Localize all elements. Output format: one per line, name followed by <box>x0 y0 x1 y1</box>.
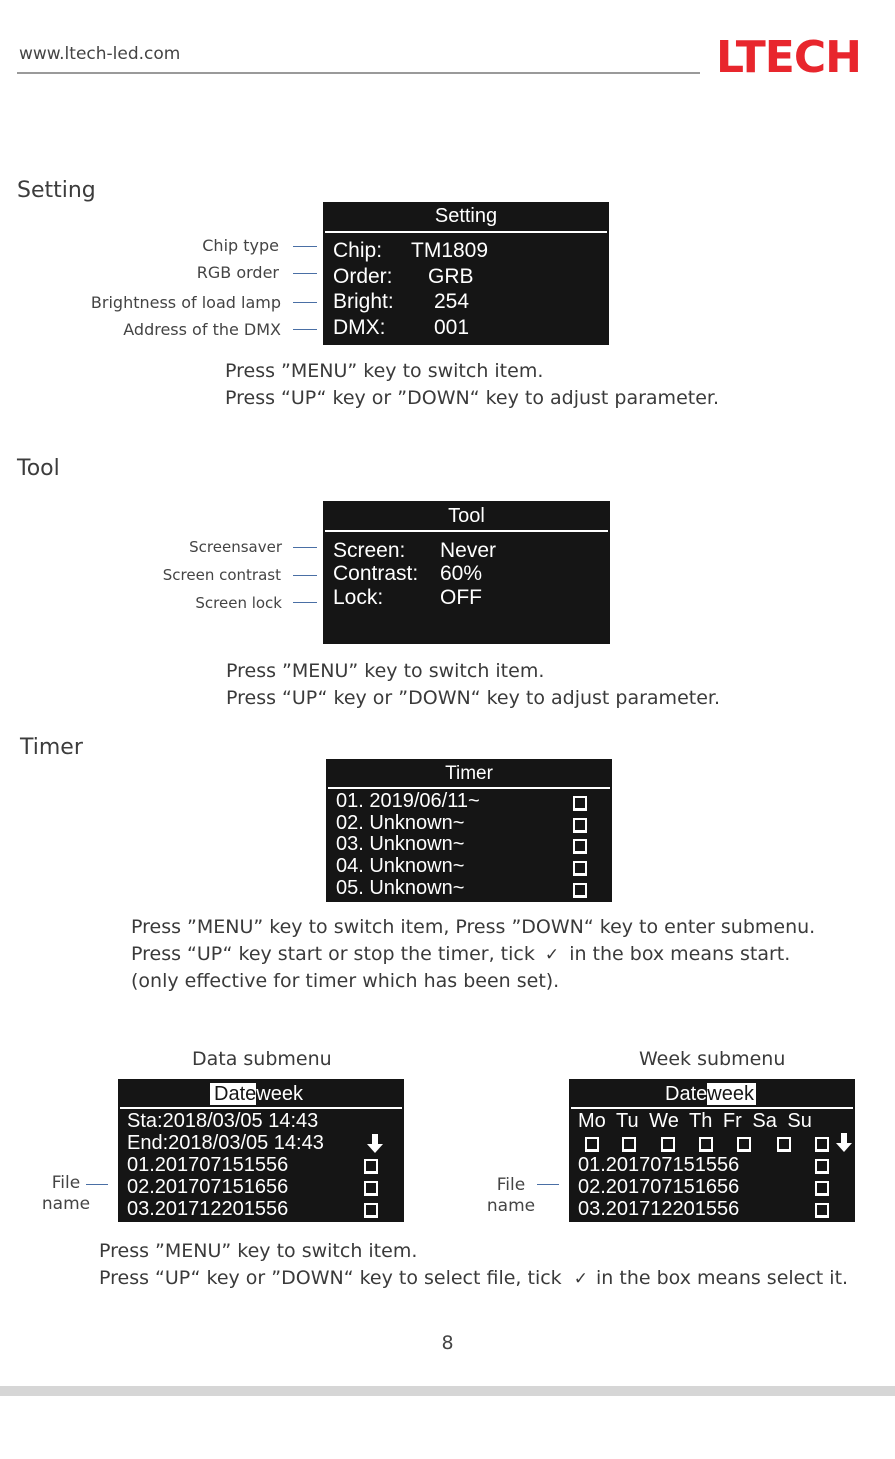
row-key: Lock: <box>333 586 384 609</box>
data-submenu-caption: Data submenu <box>192 1048 332 1070</box>
checkbox-icon[interactable] <box>364 1159 378 1173</box>
header-divider <box>17 72 700 74</box>
checkbox-icon[interactable] <box>573 796 587 810</box>
timer-item: 01. 2019/06/11~ <box>336 790 480 812</box>
checkbox-icon[interactable] <box>815 1137 829 1151</box>
leader-line <box>293 273 317 274</box>
timer-item: 05. Unknown~ <box>336 877 465 899</box>
label-screen-lock: Screen lock <box>195 594 282 612</box>
file-item: 03.201712201556 <box>127 1198 289 1220</box>
leader-line <box>293 547 317 548</box>
title-underline <box>120 1107 402 1109</box>
timer-note-1: Press ”MENU” key to switch item, Press ”DOWN“ key to enter submenu. <box>131 916 816 938</box>
file-name-label <box>482 1175 540 1217</box>
tick-icon: ✓ <box>544 945 560 965</box>
checkbox-icon[interactable] <box>815 1181 829 1195</box>
weekday: Fr <box>722 1110 742 1132</box>
label-screensaver: Screensaver <box>189 538 282 556</box>
week-submenu-caption: Week submenu <box>639 1048 786 1070</box>
file-item: 02.201707151656 <box>578 1176 740 1198</box>
tool-screen <box>323 501 610 644</box>
file-item: 01.201707151556 <box>127 1154 289 1176</box>
title-underline <box>325 231 607 233</box>
timer-item: 03. Unknown~ <box>336 833 465 855</box>
row-key: DMX: <box>333 316 386 339</box>
start-time: Sta:2018/03/05 14:43 <box>127 1110 319 1132</box>
setting-heading: Setting <box>17 178 96 203</box>
tick-icon: ✓ <box>573 1269 588 1289</box>
file-item: 03.201712201556 <box>578 1198 740 1220</box>
page-number: 8 <box>441 1332 454 1354</box>
website-url[interactable]: www.ltech-led.com <box>19 44 181 64</box>
timer-item: 02. Unknown~ <box>336 812 465 834</box>
title-underline <box>325 530 608 532</box>
screen-title: Setting <box>434 205 498 227</box>
leader-line <box>537 1184 559 1185</box>
label-rgb-order: RGB order <box>196 263 279 282</box>
label-dmx-address: Address of the DMX <box>123 320 281 339</box>
row-value: 254 <box>434 290 470 313</box>
svg-text:LTECH: LTECH <box>716 32 861 78</box>
data-submenu-screen <box>118 1079 404 1222</box>
arrow-down-icon <box>835 1133 853 1153</box>
label-brightness: Brightness of load lamp <box>90 293 281 312</box>
end-time: End:2018/03/05 14:43 <box>127 1132 324 1154</box>
leader-line <box>293 602 317 603</box>
file-label-line2: name <box>41 1194 91 1214</box>
leader-line <box>293 302 317 303</box>
footer-bar <box>0 1386 895 1396</box>
bottom-note-2-text: Press “UP“ key or ”DOWN“ key to select file, tick <box>99 1267 562 1289</box>
row-value: Never <box>440 539 497 562</box>
weekday: Sa <box>752 1110 777 1132</box>
weekday: Mo <box>578 1110 606 1132</box>
leader-line <box>293 575 317 576</box>
file-name-label <box>38 1173 94 1215</box>
checkbox-icon[interactable] <box>573 861 587 875</box>
file-label-line2: name <box>486 1196 536 1216</box>
label-screen-contrast: Screen contrast <box>162 566 281 584</box>
label-chip-type: Chip type <box>202 236 279 255</box>
checkbox-icon[interactable] <box>815 1203 829 1217</box>
tool-note-1: Press ”MENU” key to switch item. <box>226 660 545 682</box>
tool-note-2: Press “UP“ key or ”DOWN“ key to adjust parameter. <box>226 687 720 709</box>
setting-note-2: Press “UP“ key or ”DOWN“ key to adjust parameter. <box>225 387 719 409</box>
tab-week[interactable]: week <box>256 1083 303 1105</box>
timer-note-3: (only effective for timer which has been set). <box>131 970 560 992</box>
timer-note-2-tail: in the box means start. <box>569 943 791 965</box>
timer-heading: Timer <box>20 735 83 760</box>
leader-line <box>86 1184 108 1185</box>
checkbox-icon[interactable] <box>364 1181 378 1195</box>
setting-note-1: Press ”MENU” key to switch item. <box>225 360 544 382</box>
weekday: We <box>649 1110 679 1132</box>
bottom-note-2-tail: in the box means select it. <box>596 1267 849 1289</box>
checkbox-icon[interactable] <box>661 1137 675 1151</box>
weekday: Su <box>787 1110 812 1132</box>
ltech-logo <box>716 30 888 82</box>
leader-line <box>293 246 317 247</box>
setting-screen <box>323 202 609 345</box>
tab-date[interactable]: Date <box>665 1083 708 1105</box>
row-key: Order: <box>333 265 393 288</box>
checkbox-icon[interactable] <box>622 1137 636 1151</box>
arrow-down-icon <box>366 1134 384 1154</box>
tab-row <box>665 1083 756 1106</box>
checkbox-icon[interactable] <box>573 839 587 853</box>
row-value: 60% <box>440 562 483 585</box>
weekday: Tu <box>616 1110 639 1132</box>
row-value: GRB <box>428 265 474 288</box>
checkbox-icon[interactable] <box>573 883 587 897</box>
bottom-note-2 <box>99 1267 848 1289</box>
row-key: Bright: <box>333 290 394 313</box>
tool-heading: Tool <box>17 456 60 481</box>
row-value: TM1809 <box>411 239 489 262</box>
title-underline <box>328 787 610 789</box>
row-key: Screen: <box>333 539 406 562</box>
row-key: Contrast: <box>333 562 419 585</box>
leader-line <box>293 329 317 330</box>
screen-title: Timer <box>445 763 493 784</box>
checkbox-icon[interactable] <box>699 1137 713 1151</box>
bottom-note-1: Press ”MENU” key to switch item. <box>99 1240 418 1262</box>
weekday-row <box>578 1110 812 1133</box>
timer-note-2-text: Press “UP“ key start or stop the timer, tick <box>131 943 535 965</box>
timer-item: 04. Unknown~ <box>336 855 465 877</box>
tab-row <box>210 1083 303 1106</box>
timer-screen <box>326 759 612 902</box>
checkbox-icon[interactable] <box>815 1159 829 1173</box>
title-underline <box>571 1107 853 1109</box>
checkbox-icon[interactable] <box>737 1137 751 1151</box>
checkbox-icon[interactable] <box>585 1137 599 1151</box>
row-value: 001 <box>434 316 470 339</box>
tab-date-selected[interactable]: Date <box>210 1083 256 1105</box>
timer-note-2 <box>131 943 790 965</box>
tab-week-selected[interactable]: week <box>707 1083 754 1105</box>
checkbox-icon[interactable] <box>573 818 587 832</box>
screen-title: Tool <box>448 505 485 527</box>
checkbox-icon[interactable] <box>364 1203 378 1217</box>
file-item: 02.201707151656 <box>127 1176 289 1198</box>
checkbox-icon[interactable] <box>777 1137 791 1151</box>
file-label-line1: File <box>496 1175 526 1195</box>
file-label-line1: File <box>51 1173 81 1193</box>
week-submenu-screen <box>569 1079 855 1222</box>
row-value: OFF <box>440 586 482 609</box>
row-key: Chip: <box>333 239 383 262</box>
file-item: 01.201707151556 <box>578 1154 740 1176</box>
weekday: Th <box>689 1110 713 1132</box>
